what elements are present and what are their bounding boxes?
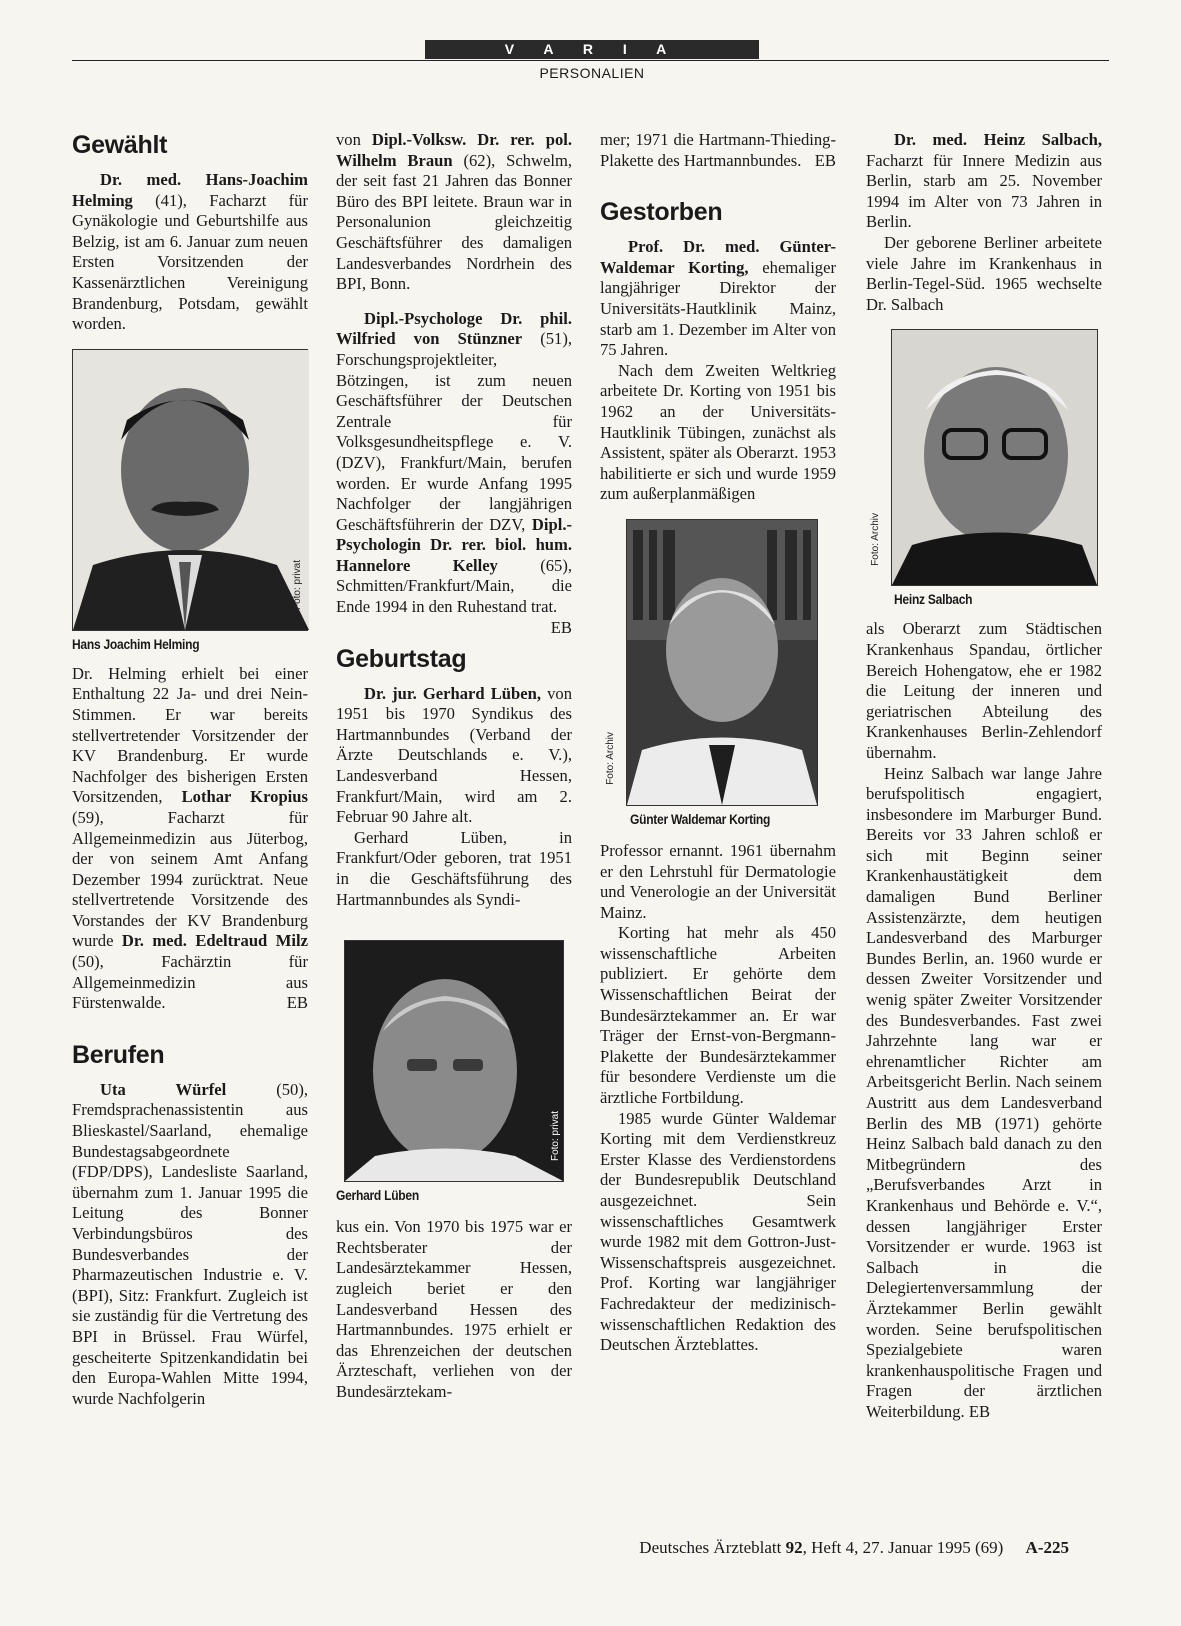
text-run: Facharzt für Innere Medizin aus Berlin, starb am 25. November 1994 im Alter von 73 Jahren in Berlin.: [866, 150, 1102, 232]
photo-caption: Heinz Salbach: [894, 591, 973, 608]
column-3: [600, 130, 836, 1356]
text-run: (50), Fachärztin für Allgemeinmedizin aus Fürstenwalde.: [72, 952, 308, 1013]
bold-name: Dipl.-Volksw. Dr. rer. pol. Wilhelm Braun: [336, 130, 572, 170]
paragraph: [600, 361, 836, 505]
bold-name: Dipl.-Psychologe Dr. phil. Wilfried von Stünzner: [336, 308, 572, 349]
paragraph: [336, 828, 572, 910]
portrait-photo: [345, 941, 563, 1181]
photo-credit: Foto: privat: [550, 1111, 561, 1162]
author-initials: EB: [286, 993, 308, 1013]
journal-name: Deutsches Ärzteblatt: [639, 1538, 782, 1557]
portrait-lueben: [344, 940, 564, 1182]
section-subtitle: PERSONALIEN: [539, 65, 645, 81]
section-banner: V A R I A: [425, 40, 759, 59]
photo-caption: Günter Waldemar Korting: [630, 810, 771, 827]
bold-name: Dr. med. Edeltraud Milz: [121, 931, 308, 951]
paragraph: [336, 130, 572, 295]
portrait-photo: [892, 330, 1097, 585]
paragraph: [72, 664, 308, 1014]
bold-name: Dr. jur. Gerhard Lüben,: [364, 683, 542, 703]
text-run: Der geborene Berliner arbeitete viele Jahre im Krankenhaus in Berlin-Tegel-Süd. 1965 wechselte Dr. Salbach: [866, 232, 1102, 314]
paragraph: [336, 1217, 572, 1402]
portrait-salbach: [870, 329, 1098, 586]
paragraph: [72, 170, 308, 335]
paragraph: [600, 130, 836, 171]
bold-name: Prof. Dr. med. Günter-Waldemar Korting,: [600, 237, 836, 277]
photo-credit: Foto: Archiv: [870, 512, 881, 566]
column-2: [336, 130, 572, 1403]
bold-name: Lothar Kropius: [181, 787, 308, 807]
author-initials: EB: [968, 1401, 991, 1421]
paragraph: [600, 841, 836, 923]
text-run: Gerhard Lüben, in Frankfurt/Oder geboren, trat 1951 in die Geschäftsführung des Hartmannbundes als Syndi-: [336, 827, 572, 909]
text-run: Heinz Salbach war lange Jahre berufspolitisch engagiert, insbesondere im Marburger Bund. Bereits vor 33 Jahren schloß er sich mit Beginn seiner Krankenhaustätigkeit dem damaligen Bund Berliner Assistenzärzte, dem heutigen Landesverband des Marburger Bundes Berlin, an. 1960 wurde er dessen Zweiter Vorsitzender und wenig später Zweiter Vorsitzender des Bundesverbandes. Fast zwei Jahrzehnte lang war er ehrenamtlicher Richter am Arbeitsgericht Berlin. Nach seinem Austritt aus dem Landesverband Berlin des MB (1971) gehörte Heinz Salbach bald danach zu den Mitbegründern des „Berufsverbandes Arzt in Krankenhaus und Behörde e. V.“, dessen langjähriger Erster Vorsitzender er wurde. 1963 ist Salbach in die Delegiertenversammlung der Ärztekammer Berlin gewählt worden. Seine berufspolitischen Spezialgebiete waren krankenhauspolitische Fragen und Fragen der ärztlichen Weiterbildung.: [866, 763, 1102, 1421]
bold-name: Dr. med. Heinz Salbach,: [894, 130, 1102, 149]
text-run: (50), Fremdsprachenassistentin aus Blieskastel/Saarland, ehemalige Bundestagsabgeordnete (FDP/DPS), Landesliste Saarland, übernahm zum 1. Januar 1995 die Leitung des Bonner Verbindungsbüros des Bundesverbandes der Pharmazeutischen Industrie e. V. (BPI), Sitz: Frankfurt. Zugleich ist sie zuständig für die Vertretung des BPI in Brüssel. Frau Würfel, gescheiterte Spitzenkandidatin bei den Europa-Wahlen Mitte 1994, wurde Nachfolgerin: [72, 1079, 308, 1408]
paragraph: [866, 619, 1102, 763]
text-run: (41), Facharzt für Gynäkologie und Geburtshilfe aus Belzig, ist am 6. Januar zum neuen Ersten Vorsitzenden der Kassenärztlichen Vereinigung Brandenburg, Potsdam, gewählt worden.: [72, 190, 308, 334]
paragraph: [600, 237, 836, 361]
journal-volume: 92: [785, 1538, 803, 1557]
photo-credit: Foto: Archiv: [605, 732, 616, 785]
paragraph: [72, 1080, 308, 1410]
bold-name: Dr. med. Hans-Joachim Helming: [72, 170, 308, 210]
paragraph: [336, 308, 572, 637]
text-run: als Oberarzt zum Städtischen Krankenhaus Spandau, örtlicher Bereich Hohengatow, ehe er 1982 die Leitung der inneren und geriatrischen Abteilung des Krankenhauses Berlin-Zehlendorf übernahm.: [866, 619, 1102, 762]
text-run: Nach dem Zweiten Weltkrieg arbeitete Dr. Korting von 1951 bis 1962 an der Universitäts-Hautklinik Tübingen, zunächst als Assistent, später als Oberarzt. 1953 habilitierte er sich und wurde 1959 zum außerplanmäßigen: [600, 360, 836, 504]
journal-issue: , Heft 4, 27. Januar 1995 (69): [802, 1538, 1004, 1557]
text-run: Korting hat mehr als 450 wissenschaftliche Arbeiten publiziert. Er gehörte dem Wissenschaftlichen Beirat der Bundesärztekammer an. Er war Träger der Ernst-von-Bergmann-Plakette der Bundesärztekammer für besondere Verdienste um die ärztliche Fortbildung.: [600, 923, 836, 1108]
text-run: Professor ernannt. 1961 übernahm er den Lehrstuhl für Dermatologie und Venerologie an der Universität Mainz.: [600, 840, 836, 922]
text-run: 1985 wurde Günter Waldemar Korting mit dem Verdienstkreuz Erster Klasse des Verdienstordens der Bundesrepublik Deutschland ausgezeichnet. Sein wissenschaftliches Gesamtwerk wurde 1982 mit dem Gottron-Just-Wissenschaftspreis ausgezeichnet. Prof. Korting war langjähriger Fachredakteur der medizinisch-wissenschaftlichen Redaktion des Deutschen Ärzteblattes.: [600, 1108, 836, 1355]
portrait-helming: [72, 349, 308, 631]
portrait-photo: [73, 350, 309, 630]
text-run: kus ein. Von 1970 bis 1975 war er Rechtsberater der Landesärztekammer Hessen, zugleich beriet er den Landesverband Hessen des Hartmannbundes. 1975 erhielt er das Ehrenzeichen der deutschen Ärzteschaft, verliehen von der Bundesärztekam-: [336, 1217, 572, 1401]
bold-name: Uta Würfel: [100, 1079, 227, 1099]
portrait-photo: [627, 520, 817, 805]
heading-berufen: Berufen: [72, 1040, 165, 1069]
paragraph: [866, 764, 1102, 1423]
text-run: Dr. Helming erhielt bei einer Enthaltung 22 Ja- und drei Nein-Stimmen. Er war bereits stellvertretender Vorsitzender der KV Brandenburg. Er wurde Nachfolger des bisherigen Ersten Vorsitzenden,: [72, 663, 308, 807]
paragraph: [600, 1109, 836, 1356]
page-footer: [639, 1538, 1069, 1558]
column-1: [72, 130, 308, 1409]
bold-name: Dipl.-Psychologin Dr. rer. biol. hum. Hannelore Kelley: [336, 514, 572, 575]
text-run: (65), Schmitten/Frankfurt/Main, die Ende 1994 in den Ruhestand trat.: [336, 555, 572, 617]
text-run: (51), Forschungsprojektleiter, Bötzingen, ist zum neuen Geschäftsführer der Deutschen Zentrale für Volksgesundheitspflege e. V. (DZV), Frankfurt/Main, berufen worden. Er wurde Anfang 1995 Nachfolger der langjährigen Geschäftsführerin der DZV,: [336, 329, 572, 534]
text-run: von: [336, 130, 372, 149]
photo-caption: Hans Joachim Helming: [72, 635, 200, 652]
heading-gestorben: Gestorben: [600, 198, 723, 227]
portrait-korting: [605, 519, 818, 806]
header-rule: [72, 60, 1109, 61]
column-4: [866, 130, 1102, 1423]
text-run: von 1951 bis 1970 Syndikus des Hartmannbundes (Verband der Ärzte Deutschlands e. V.), Landesverband Hessen, Frankfurt/Main, wird am 2. Februar 90 Jahre alt.: [336, 683, 572, 827]
author-initials: EB: [550, 617, 572, 637]
text-run: (62), Schwelm, der seit fast 21 Jahren das Bonner Büro des BPI leitete. Braun war in Personalunion gleichzeitig Geschäftsführer des damaligen Landesverbandes Nordrhein des BPI, Bonn.: [336, 150, 572, 294]
text-run: ehemaliger langjähriger Direktor der Universitäts-Hautklinik Mainz, starb am 1. Dezember im Alter von 75 Jahren.: [600, 257, 836, 360]
photo-caption: Gerhard Lüben: [336, 1187, 419, 1204]
heading-gewaehlt: Gewählt: [72, 131, 168, 159]
text-run: mer; 1971 die Hartmann-Thieding-Plakette des Hartmannbundes.: [600, 130, 836, 170]
author-initials: EB: [814, 150, 836, 170]
paragraph: [866, 233, 1102, 315]
paragraph: [336, 684, 572, 828]
heading-geburtstag: Geburtstag: [336, 644, 467, 673]
text-run: (59), Facharzt für Allgemeinmedizin aus Jüterbog, der von seinem Amt Anfang Dezember 1994 zurücktrat. Neue stellvertretende Vorsitzende des Vorstandes der KV Brandenburg wurde: [72, 807, 308, 951]
paragraph: [600, 923, 836, 1108]
page-number: A-225: [1025, 1538, 1069, 1557]
photo-credit: Foto: privat: [292, 559, 303, 610]
paragraph: [866, 130, 1102, 233]
